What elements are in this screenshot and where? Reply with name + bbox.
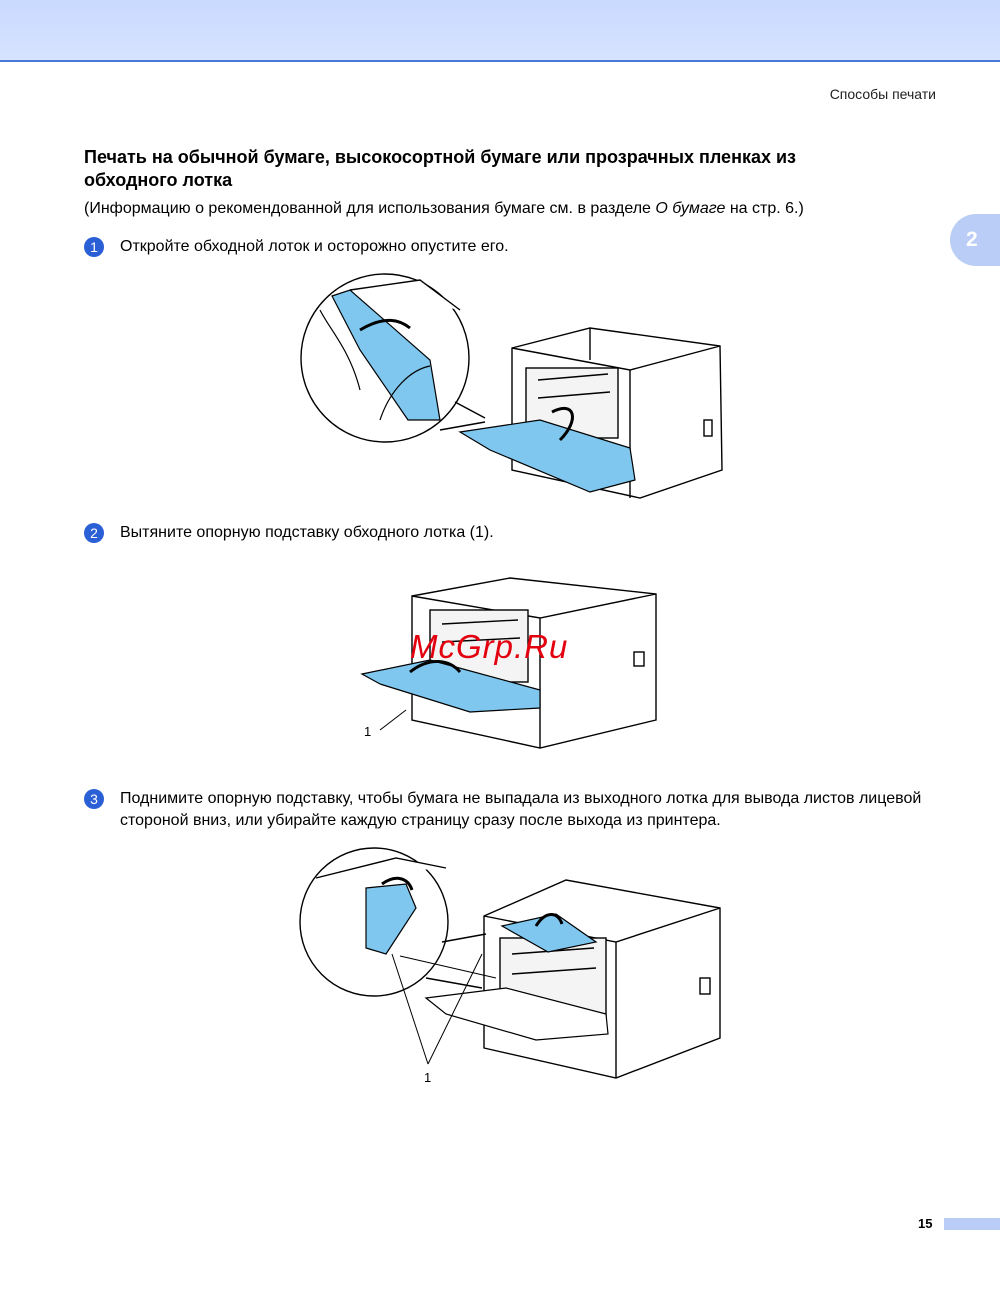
- step-1: [84, 236, 940, 258]
- header-band: [0, 0, 1000, 62]
- step-1-text: Откройте обходной лоток и осторожно опустите его.: [120, 238, 509, 255]
- intro-suffix: на стр. 6.): [725, 200, 804, 217]
- step-2-text: Вытяните опорную подставку обходного лотка (1).: [120, 524, 494, 541]
- section-title: Печать на обычной бумаге, высокосортной бумаге или прозрачных пленках из обходного лотка: [84, 147, 796, 190]
- figure-open-tray: [290, 270, 730, 506]
- chapter-tab: 2: [950, 214, 1000, 266]
- step-2-badge: 2: [84, 523, 104, 543]
- step-3-text: Поднимите опорную подставку, чтобы бумага не выпадала из выходного лотка для вывода листов лицевой стороной вниз, или убирайте каждую страницу сразу после выхода из принтера.: [120, 790, 922, 829]
- intro-paragraph: [84, 200, 804, 218]
- step-3-badge: 3: [84, 789, 104, 809]
- figure-raise-support: [296, 838, 728, 1090]
- page-number-tab: [944, 1218, 1000, 1230]
- intro-prefix: (Информацию о рекомендованной для использования бумаге см. в разделе: [84, 200, 656, 217]
- step-2: [84, 522, 940, 544]
- step-1-badge: 1: [84, 237, 104, 257]
- watermark: McGrp.Ru: [410, 628, 569, 665]
- page-number: 15: [918, 1216, 933, 1231]
- chapter-name: Способы печати: [829, 86, 936, 102]
- step-3: [84, 788, 940, 832]
- fig3-callout-label: 1: [424, 1070, 432, 1085]
- intro-link[interactable]: О бумаге: [655, 200, 726, 217]
- fig2-callout-label: 1: [364, 724, 372, 739]
